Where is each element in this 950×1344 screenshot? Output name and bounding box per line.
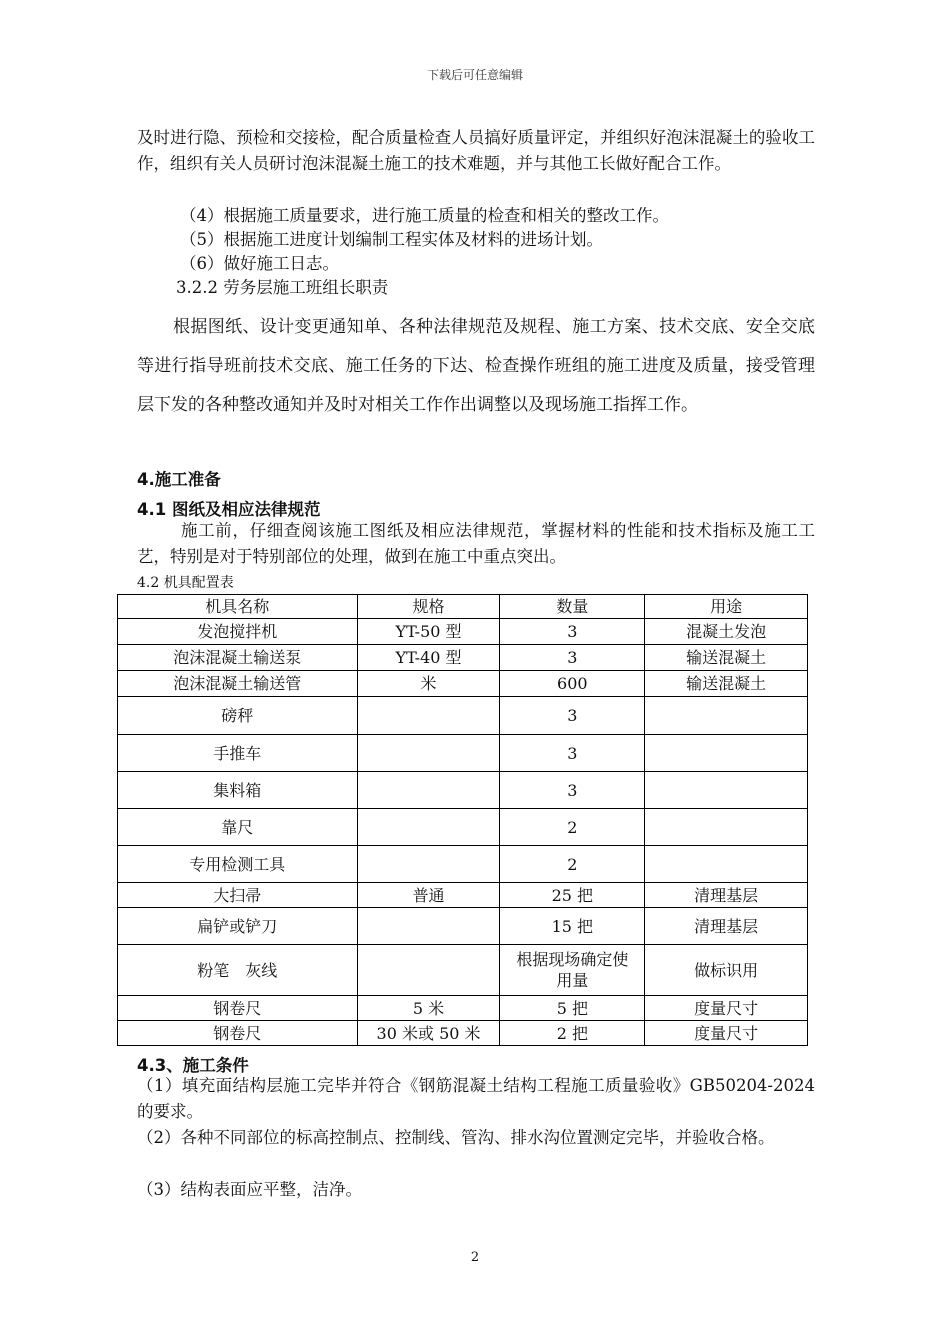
table-cell: 3	[500, 619, 645, 645]
page-number: 2	[470, 1250, 480, 1265]
table-cell: 靠尺	[118, 809, 358, 846]
table-cell: YT-40 型	[357, 645, 500, 671]
header-cell: 用途	[645, 595, 808, 619]
table-cell: 泡沫混凝土输送泵	[118, 645, 358, 671]
paragraph-team-leader: 根据图纸、设计变更通知单、各种法律规范及规程、施工方案、技术交底、安全交底等进行指导班前技术交底、施工任务的下达、检查操作班组的施工进度及质量，接受管理层下发的各种整改通知并及时对相关工作作出调整以及现场施工指挥工作。	[137, 317, 815, 415]
table-cell	[357, 908, 500, 945]
table-cell: 30 米或 50 米	[357, 1021, 500, 1046]
table-row	[118, 996, 808, 1021]
table-cell: 泡沫混凝土输送管	[118, 671, 358, 697]
table-row	[118, 809, 808, 846]
table-cell: 2 把	[500, 1021, 645, 1046]
section-4-2-title: 4.2 机具配置表	[137, 575, 234, 591]
header-cell: 数量	[500, 595, 645, 619]
table-cell	[645, 846, 808, 883]
table-cell: 3	[500, 645, 645, 671]
table-row	[118, 772, 808, 809]
table-cell	[357, 735, 500, 772]
table-cell: 集料箱	[118, 772, 358, 809]
section-4-1-title: 4.1 图纸及相应法律规范	[137, 500, 321, 519]
list-item-6: （6）做好施工日志。	[180, 254, 339, 273]
table-cell: YT-50 型	[357, 619, 500, 645]
section-3-2-2-title: 3.2.2 劳务层施工班组长职责	[176, 278, 389, 297]
table-row	[118, 908, 808, 945]
table-row	[118, 846, 808, 883]
page-header: 下载后可任意编辑	[426, 68, 523, 82]
table-cell: 输送混凝土	[645, 671, 808, 697]
table-cell: 根据现场确定使用量	[500, 945, 645, 996]
condition-1: （1）填充面结构层施工完毕并符合《钢筋混凝土结构工程施工质量验收》GB50204-2024 的要求。	[137, 1076, 815, 1121]
list-item-5: （5）根据施工进度计划编制工程实体及材料的进场计划。	[180, 230, 603, 249]
table-cell: 扁铲或铲刀	[118, 908, 358, 945]
table-cell	[645, 735, 808, 772]
table-cell: 做标识用	[645, 945, 808, 996]
table-cell: 钢卷尺	[118, 1021, 358, 1046]
table-cell: 手推车	[118, 735, 358, 772]
equipment-table	[117, 594, 808, 1046]
table-cell: 清理基层	[645, 883, 808, 908]
table-cell: 度量尺寸	[645, 996, 808, 1021]
table-header-row	[118, 595, 808, 619]
table-row	[118, 735, 808, 772]
table-cell	[357, 809, 500, 846]
table-row	[118, 1021, 808, 1046]
table-cell: 600	[500, 671, 645, 697]
paragraph-duties: 及时进行隐、预检和交接检，配合质量检查人员搞好质量评定，并组织好泡沫混凝土的验收工作，组织有关人员研讨泡沫混凝土施工的技术难题，并与其他工长做好配合工作。	[137, 128, 815, 173]
table-row	[118, 697, 808, 735]
table-cell: 磅秤	[118, 697, 358, 735]
table-cell	[357, 846, 500, 883]
table-cell: 钢卷尺	[118, 996, 358, 1021]
table-cell: 度量尺寸	[645, 1021, 808, 1046]
section-4-title: 4.施工准备	[137, 470, 221, 489]
table-cell: 发泡搅拌机	[118, 619, 358, 645]
table-cell: 3	[500, 772, 645, 809]
paragraph-drawings: 施工前，仔细查阅该施工图纸及相应法律规范，掌握材料的性能和技术指标及施工工艺，特别是对于特别部位的处理，做到在施工中重点突出。	[137, 521, 815, 566]
table-cell: 5 米	[357, 996, 500, 1021]
table-cell: 大扫帚	[118, 883, 358, 908]
table-cell: 混凝土发泡	[645, 619, 808, 645]
table-row	[118, 671, 808, 697]
table-row	[118, 883, 808, 908]
list-item-4: （4）根据施工质量要求，进行施工质量的检查和相关的整改工作。	[180, 206, 669, 225]
table-cell	[357, 697, 500, 735]
table-cell: 3	[500, 697, 645, 735]
table-cell: 5 把	[500, 996, 645, 1021]
table-cell: 米	[357, 671, 500, 697]
table-cell: 2	[500, 809, 645, 846]
table-cell: 普通	[357, 883, 500, 908]
table-cell	[645, 772, 808, 809]
table-cell: 25 把	[500, 883, 645, 908]
header-cell: 机具名称	[118, 595, 358, 619]
section-4-3-title: 4.3、施工条件	[137, 1056, 249, 1075]
table-cell: 2	[500, 846, 645, 883]
table-cell	[645, 809, 808, 846]
table-row	[118, 945, 808, 996]
table-cell: 15 把	[500, 908, 645, 945]
table-cell: 清理基层	[645, 908, 808, 945]
table-cell	[357, 772, 500, 809]
header-cell: 规格	[357, 595, 500, 619]
table-cell: 专用检测工具	[118, 846, 358, 883]
table-row	[118, 645, 808, 671]
table-cell	[357, 945, 500, 996]
condition-3: （3）结构表面应平整，洁净。	[137, 1180, 362, 1199]
table-cell: 3	[500, 735, 645, 772]
table-cell: 粉笔 灰线	[118, 945, 358, 996]
table-row	[118, 619, 808, 645]
table-cell	[645, 697, 808, 735]
condition-2: （2）各种不同部位的标高控制点、控制线、管沟、排水沟位置测定完毕，并验收合格。	[137, 1128, 775, 1147]
table-cell: 输送混凝土	[645, 645, 808, 671]
